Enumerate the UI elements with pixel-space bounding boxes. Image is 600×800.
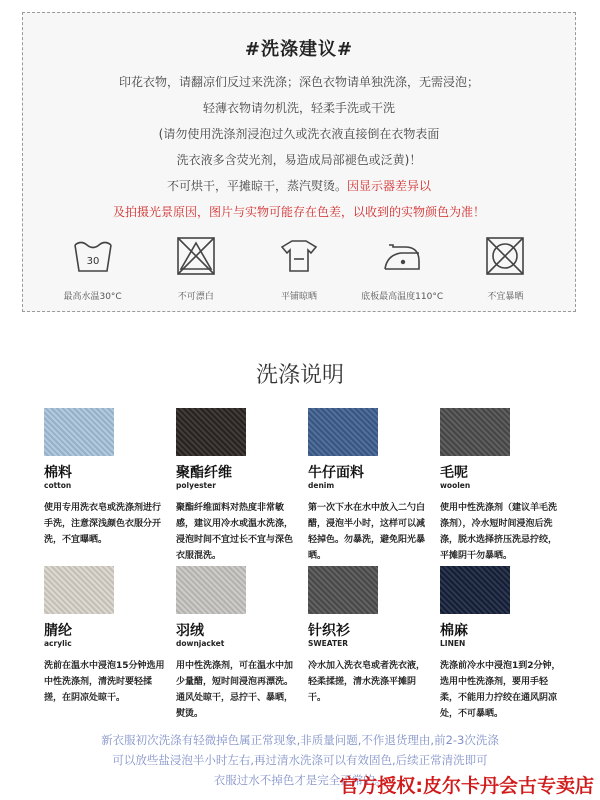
material-row [40,566,570,724]
material-en: downjacket [176,639,225,648]
material-name: 棉料 [44,465,72,481]
wash-temp-text: 30 [86,256,99,267]
sweater-swatch [308,566,378,614]
material-desc: 洗涤前冷水中浸泡1到2分钟，选用中性洗涤剂，要用手轻柔，不能用力拧绞在通风阴凉处，不可暴晒。 [440,661,561,719]
material-desc: 第一次下水在水中放入二勺白醋，浸泡半小时，这样可以减轻掉色。勿暴洗，避免阳光暴晒。 [308,503,426,561]
footer-line: 衣服过水不掉色才是完全正常的。 [213,773,387,787]
material-desc: 冷水加入洗衣皂或者洗衣液，轻柔揉搓，清水洗涤平摊阴干。 [308,661,426,703]
footer-line: 可以放些盐浸泡半小时左右,再过清水洗涤可以有效固色,后续正常清洗即可 [112,753,488,767]
linen-swatch [440,566,510,614]
material-desc: 使用中性洗涤剂（建议羊毛洗涤剂），冷水短时间浸泡后洗涤，脱水选择挤压洗忌拧绞，平摊阴干勿暴晒。 [440,503,558,561]
material-desc: 洗前在温水中浸泡15分钟选用中性洗涤剂，清洗时要轻揉搓，在阴凉处晾干。 [44,661,165,703]
material-row [40,408,570,566]
care-icons [23,235,575,302]
material-desc: 聚酯纤维面料对热度非常敏感，建议用冷水或温水洗涤，浸泡时间不宜过长不宜与深色衣服混洗。 [176,503,294,561]
material-en: polyester [176,481,216,490]
material-grid [40,408,570,724]
care-icon-wash [48,235,138,302]
care-icon-bleach [151,235,241,302]
material-en: woolen [440,481,471,490]
wash-30-icon [72,235,114,277]
iron-low-icon [381,235,423,277]
care-line: 印花衣物，请翻凉们反过来洗涤；深色衣物请单独洗涤，无需浸泡； [118,75,479,89]
care-lines [23,69,575,225]
material-down [172,566,304,724]
care-line [23,173,575,199]
material-name: 针织衫 [308,623,350,639]
denim-swatch [308,408,378,456]
material-denim [304,408,436,566]
care-line-text: 不可烘干，平摊晾干，蒸汽熨烫。 [166,179,347,193]
acrylic-swatch [44,566,114,614]
material-linen [436,566,568,724]
material-en: denim [308,481,335,490]
footer-line: 新衣服初次洗涤有轻微掉色属正常现象,非质量问题,不作退货理由,前2-3次洗涤 [101,733,499,747]
material-name: 聚酯纤维 [176,465,232,481]
care-icon-flat-dry [254,235,344,302]
material-polyester [172,408,304,566]
flat-dry-icon [278,235,320,277]
material-desc: 使用专用洗衣皂或洗涤剂进行手洗，注意深浅颜色衣服分开洗，不宜曝晒。 [44,503,162,545]
material-en: acrylic [44,639,72,648]
material-name: 毛呢 [440,465,468,481]
care-advice-box [22,12,576,312]
care-icon-label: 平铺晾晒 [280,292,317,302]
care-icon-label: 底板最高温度110°C [361,292,444,302]
material-sweater [304,566,436,724]
wash-instructions-title: 洗涤说明 [255,363,344,388]
cotton-swatch [44,408,114,456]
polyester-swatch [176,408,246,456]
no-tumble-dry-icon [484,235,526,277]
material-name: 羽绒 [176,623,204,639]
down-swatch [176,566,246,614]
no-bleach-icon [175,235,217,277]
material-en: cotton [44,481,72,490]
material-en: LINEN [440,639,466,648]
material-desc: 用中性洗涤剂，可在温水中加少量醋，短时间浸泡再漂洗。通风处晾干，忌拧干、暴晒，熨烫。 [176,661,294,719]
material-en: SWEATER [308,639,349,648]
care-line: 轻薄衣物请勿机洗，轻柔手洗或干洗 [202,101,395,115]
care-icon-label: 最高水温30°C [63,292,122,302]
care-icon-iron [357,235,447,302]
care-icon-no-sun [460,235,550,302]
care-icon-label: 不宜暴晒 [487,292,524,302]
care-icon-label: 不可漂白 [177,292,214,302]
material-name: 棉麻 [440,623,468,639]
material-woolen [436,408,568,566]
material-name: 牛仔面料 [308,465,364,481]
color-disclaimer: 因显示器差异以 [347,179,432,193]
material-acrylic [40,566,172,724]
store-watermark: 官方授权:皮尔卡丹会古专卖店 [339,775,594,797]
material-cotton [40,408,172,566]
woolen-swatch [440,408,510,456]
material-name: 腈纶 [44,623,72,639]
care-line: 洗衣液多含荧光剂，易造成局部褪色或泛黄)！ [176,153,422,167]
care-title: #洗涤建议# [244,39,354,60]
color-disclaimer-cont: 及拍摄光景原因，图片与实物可能存在色差，以收到的实物颜色为准！ [112,205,485,219]
care-line: (请勿使用洗涤剂浸泡过久或洗衣液直接倒在衣物表面 [158,127,440,141]
